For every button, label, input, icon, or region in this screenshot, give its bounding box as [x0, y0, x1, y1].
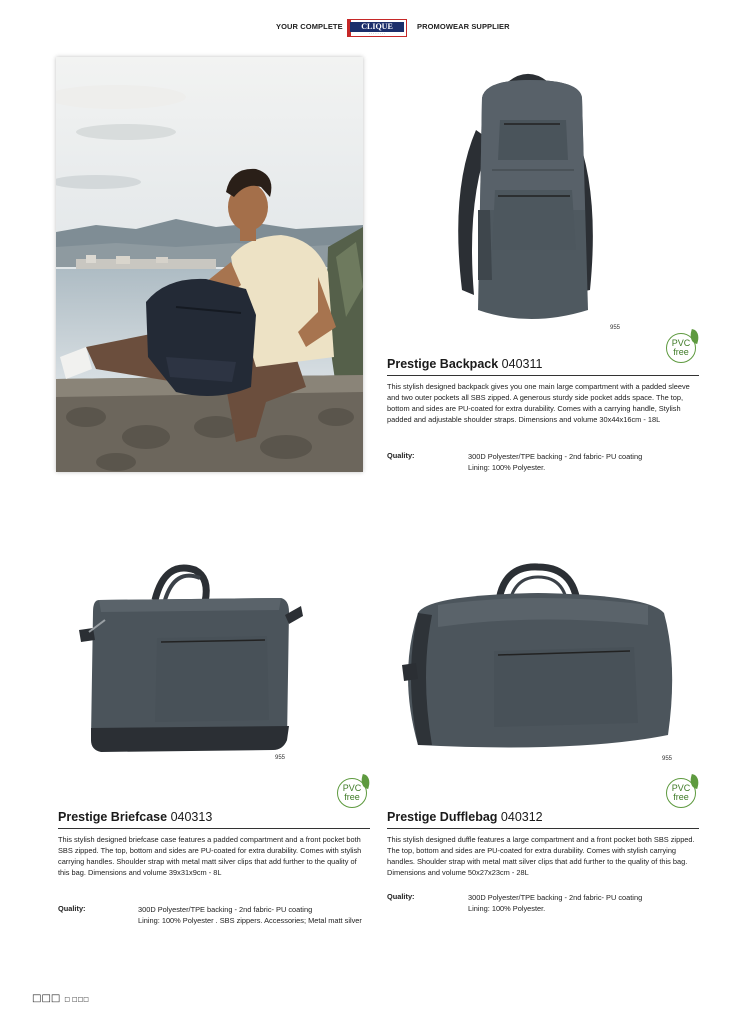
header-left-text: YOUR COMPLETE [276, 22, 343, 31]
lifestyle-photo [56, 57, 363, 472]
pvc-free-badge: PVC free [337, 778, 367, 808]
page-number: □□□ [32, 993, 61, 1004]
briefcase-code: 040313 [170, 810, 213, 824]
briefcase-quality-values: 300D Polyester/TPE backing - 2nd fabric- PU coating Lining: 100% Polyester . SBS zippers. Accessories; Metal matt silver [138, 905, 362, 925]
briefcase-image [75, 560, 305, 755]
backpack-quality-values: 300D Polyester/TPE backing - 2nd fabric- PU coating Lining: 100% Polyester. [468, 452, 643, 472]
briefcase-quality-label: Quality: [58, 904, 86, 913]
briefcase-color-code: 955 [275, 755, 286, 761]
briefcase-rule [58, 828, 370, 829]
backpack-quality-label: Quality: [387, 451, 415, 460]
backpack-color-code: 955 [610, 325, 621, 331]
briefcase-name: Prestige Briefcase [58, 810, 168, 824]
clique-logo: CLIQUE · · · · · · · · [347, 19, 407, 37]
dufflebag-name: Prestige Dufflebag [387, 810, 498, 824]
backpack-image [440, 70, 620, 325]
backpack-title [387, 357, 542, 371]
briefcase-title [58, 810, 212, 824]
dufflebag-rule [387, 828, 699, 829]
pvc-free-badge: PVC free [666, 778, 696, 808]
dufflebag-code: 040312 [500, 810, 543, 824]
dufflebag-image [398, 555, 683, 755]
logo-text: CLIQUE [361, 22, 393, 31]
briefcase-description: This stylish designed briefcase case features a padded compartment and a front pocket both SBS zipped. The top, bottom and sides are PU-coated for extra durability. Comes with stylish carrying handles. Shoulder strap with metal matt silver clips that add further to the quality of this bag. Dimensions and volume 39x31x9cm - 8L [58, 835, 362, 877]
dufflebag-title [387, 810, 543, 824]
backpack-name: Prestige Backpack [387, 357, 499, 371]
backpack-description: This stylish designed backpack gives you one main large compartment with a padded sleeve and two outer pockets all SBS zipped. A generous sturdy side pocket adds space. The top, bottom and sides are PU-coated for extra durability. Comes with a carrying handle, Stylish padded and adjustable shoulder straps. Dimensions and volume 30x44x16cm - 18L [387, 382, 690, 424]
dufflebag-quality-values: 300D Polyester/TPE backing - 2nd fabric- PU coating Lining: 100% Polyester. [468, 893, 643, 913]
backpack-code: 040311 [501, 357, 543, 371]
dufflebag-color-code: 955 [662, 756, 673, 762]
backpack-rule [387, 375, 699, 376]
page-footer-small: □ □□□ [64, 996, 89, 1003]
pvc-free-badge: PVC free [666, 333, 696, 363]
header-right-text: PROMOWEAR SUPPLIER [417, 22, 510, 31]
dufflebag-quality-label: Quality: [387, 892, 415, 901]
page-header [0, 17, 754, 39]
dufflebag-description: This stylish designed duffle features a large compartment and a front pocket both SBS zipped. The top, bottom and sides are PU-coated for extra durability. Comes with stylish carrying handles. Shoulder strap with metal matt silver clips that add further to the quality of this bag. Dimensions and volume 50x27x23cm - 28L [387, 835, 695, 877]
page-footer [32, 993, 89, 1004]
